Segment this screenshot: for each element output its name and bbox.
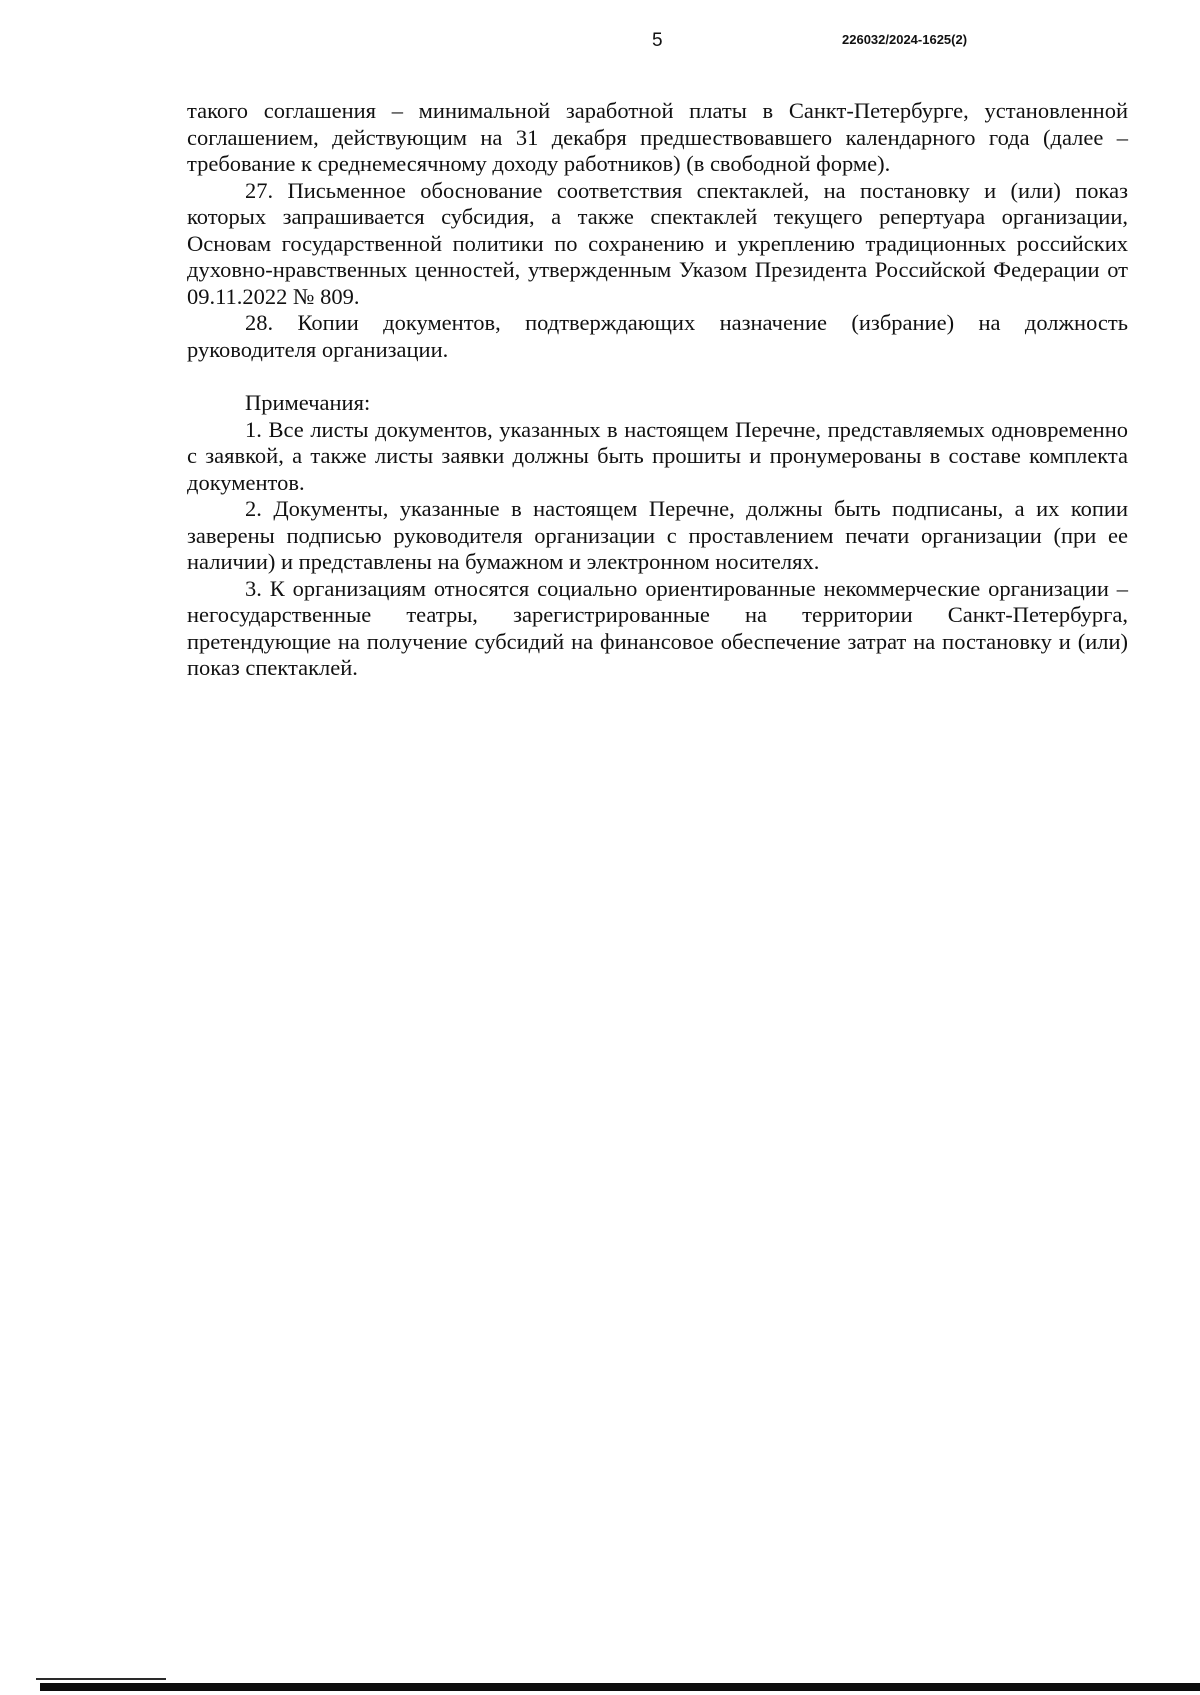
paragraph-item-28: 28. Копии документов, подтверждающих назначение (избрание) на должность руководителя организации.: [187, 310, 1128, 362]
scan-edge-line: [36, 1678, 166, 1680]
note-item-2: 2. Документы, указанные в настоящем Перечне, должны быть подписаны, а их копии заверены подписью руководителя организации с проставлением печати организации (при ее наличии) и представлены на бумажном и электронном носителях.: [187, 496, 1128, 574]
document-id: 226032/2024-1625(2): [842, 32, 968, 47]
scan-bottom-border: [40, 1683, 1200, 1691]
page-number: 5: [652, 30, 663, 51]
paragraph-continuation: такого соглашения – минимальной заработной платы в Санкт-Петербурге, установленной соглашением, действующим на 31 декабря предшествовавшего календарного года (далее – требование к среднемесячному доходу работников) (в свободной форме).: [187, 98, 1128, 176]
note-item-1: 1. Все листы документов, указанных в настоящем Перечне, представляемых одновременно с заявкой, а также листы заявки должны быть прошиты и пронумерованы в составе комплекта документов.: [187, 416, 1128, 495]
notes-heading: Примечания:: [245, 390, 371, 415]
document-body: [187, 98, 1128, 682]
paragraph-item-27: 27. Письменное обоснование соответствия спектаклей, на постановку и (или) показ которых запрашивается субсидия, а также спектаклей текущего репертуара организации, Основам государственной политики по сохранению и укреплению традиционных российских духовно-нравственных ценностей, утвержденным Указом Президента Российской Федерации от 09.11.2022 № 809.: [187, 177, 1128, 309]
note-item-3: 3. К организациям относятся социально ориентированные некоммерческие организации – негосударственные театры, зарегистрированные на территории Санкт-Петербурга, претендующие на получение субсидий на финансовое обеспечение затрат на постановку и (или) показ спектаклей.: [187, 575, 1128, 680]
